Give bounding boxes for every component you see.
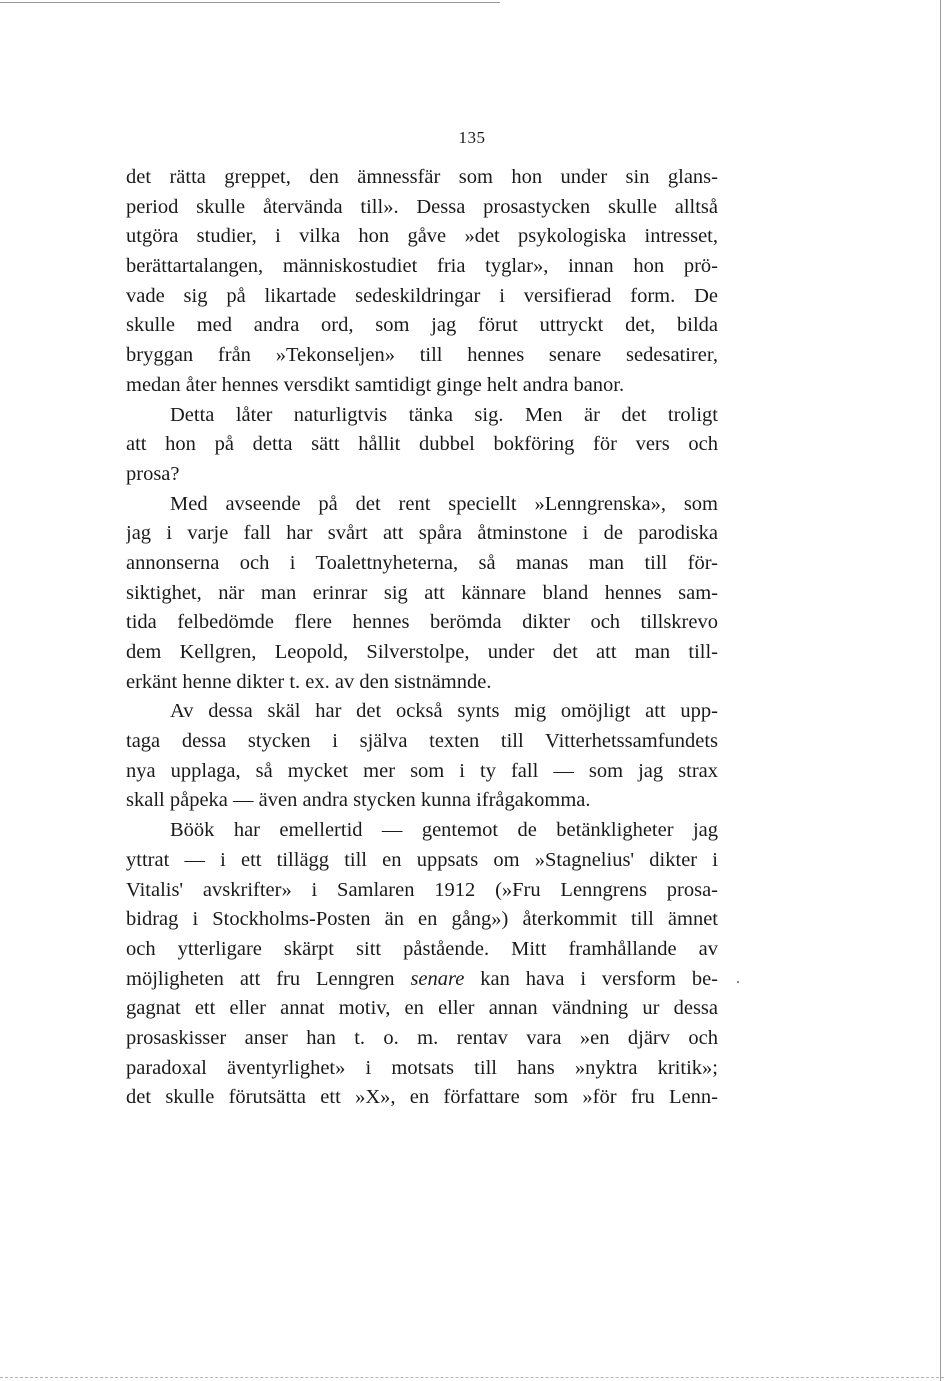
text-line: medan åter hennes versdikt samtidigt ginge helt andra banor. <box>126 373 625 396</box>
text-line: det skulle förutsätta ett »X», en författare som »för fru Lenn- <box>126 1086 718 1109</box>
scan-edge-bottom <box>0 1377 944 1378</box>
text-line: taga dessa stycken i själva texten till Vitterhetssamfundets <box>126 730 718 753</box>
text-line: bidrag i Stockholms-Posten än en gång») återkommit till ämnet <box>126 908 718 931</box>
text-line: skall påpeka — även andra stycken kunna ifrågakomma. <box>126 789 591 812</box>
text-line: och ytterligare skärpt sitt påstående. Mitt framhållande av <box>126 937 718 960</box>
text-line: gagnat ett eller annat motiv, en eller annan vändning ur dessa <box>126 997 718 1020</box>
scan-edge-top <box>0 2 500 3</box>
text-line: vade sig på likartade sedeskildringar i versifierad form. De <box>126 284 718 307</box>
emphasis-senare: senare <box>410 967 465 990</box>
text-line: Med avseende på det rent speciellt »Lenngrenska», som <box>170 492 718 515</box>
page-number: 135 <box>458 128 486 147</box>
text-line: dem Kellgren, Leopold, Silverstolpe, under det att man till- <box>126 641 718 663</box>
text-line: jag i varje fall har svårt att spåra åtminstone i de parodiska <box>126 522 718 545</box>
text-line: Böök har emellertid — gentemot de betänkligheter jag <box>170 819 718 842</box>
text-line: Vitalis' avskrifter» i Samlaren 1912 (»Fru Lenngrens prosa- <box>126 878 718 901</box>
text-line: prosaskisser anser han t. o. m. rentav vara »en djärv och <box>126 1026 718 1049</box>
body-text <box>126 163 718 1113</box>
text-line: det rätta greppet, den ämnessfär som hon under sin glans- <box>126 166 718 188</box>
text-line: yttrat — i ett tillägg till en uppsats om »Stagnelius' dikter i <box>126 848 718 871</box>
text-line: att hon på detta sätt hållit dubbel bokföring för vers och <box>126 433 718 456</box>
text-line: nya upplaga, så mycket mer som i ty fall — som jag strax <box>126 759 718 782</box>
text-line: Av dessa skäl har det också synts mig omöjligt att upp- <box>170 700 718 723</box>
text-line: utgöra studier, i vilka hon gåve »det psykologiska intresset, <box>126 225 718 248</box>
text-line: prosa? <box>126 462 180 485</box>
text-line: siktighet, när man erinrar sig att kännare bland hennes sam- <box>126 581 718 604</box>
text-line: Detta låter naturligtvis tänka sig. Men är det troligt <box>170 403 718 426</box>
text-line: tida felbedömde flere hennes berömda dikter och tillskrevo <box>126 611 718 634</box>
text-line: period skulle återvända till». Dessa prosastycken skulle alltså <box>126 195 718 218</box>
scan-speck <box>737 981 739 983</box>
text-line: bryggan från »Tekonseljen» till hennes senare sedesatirer, <box>126 344 718 367</box>
scan-edge-right <box>940 0 941 1381</box>
text-line: berättartalangen, människostudiet fria tyglar», innan hon prö- <box>126 255 718 278</box>
text-line: skulle med andra ord, som jag förut uttryckt det, bilda <box>126 314 718 337</box>
text-line: annonserna och i Toalettnyheterna, så manas man till för- <box>126 551 718 574</box>
text-line: paradoxal äventyrlighet» i motsats till hans »nyktra kritik»; <box>126 1056 718 1079</box>
text-line: möjligheten att fru Lenngren senare kan hava i versform be- <box>126 967 718 990</box>
text-line: erkänt henne dikter t. ex. av den sistnämnde. <box>126 670 492 693</box>
